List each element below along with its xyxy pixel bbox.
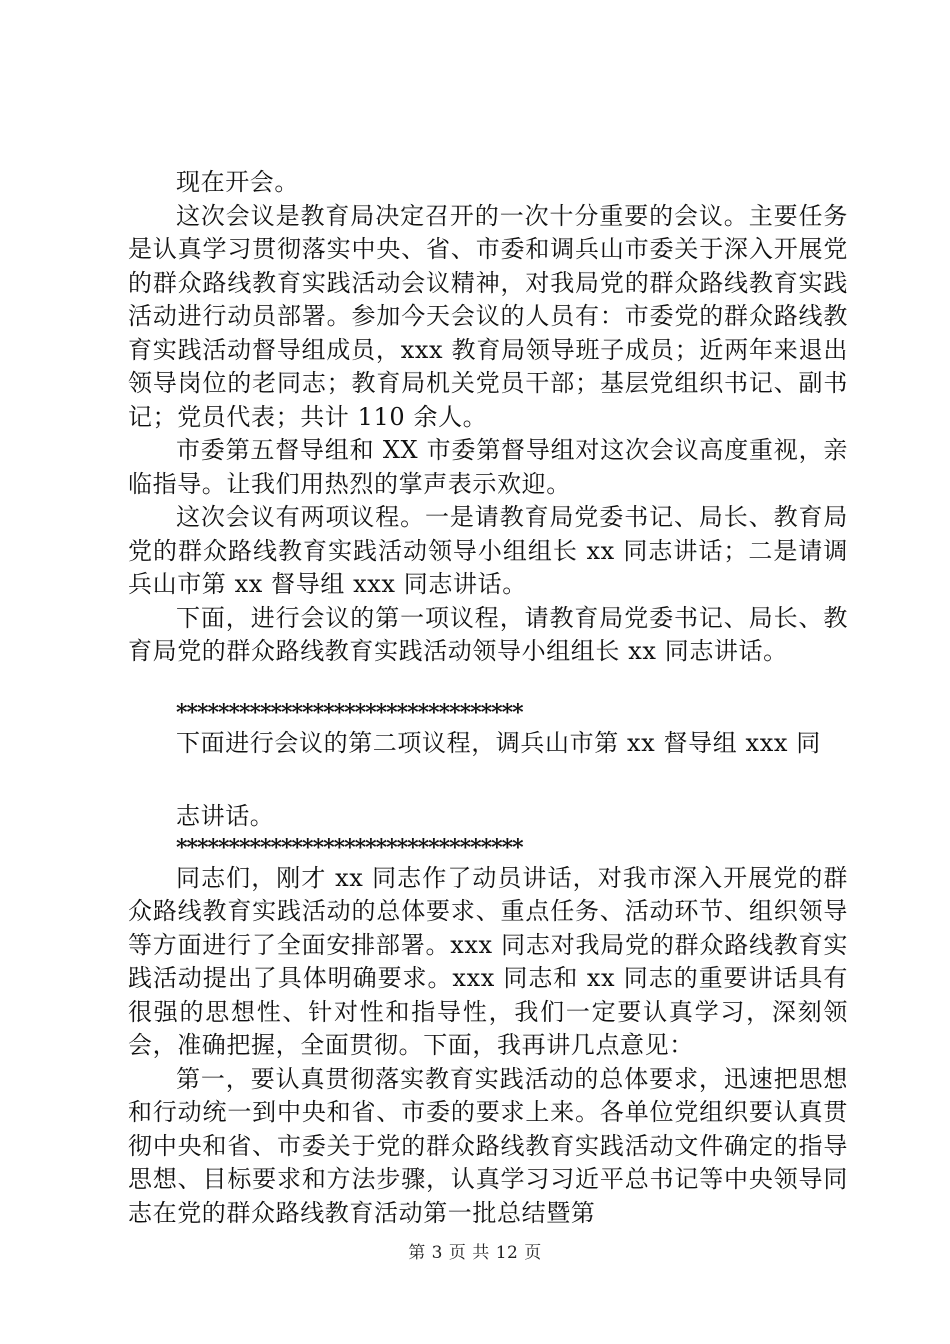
separator-stars: ********************************* [176,699,523,726]
paragraph-second-item-tail: 志讲话。 [176,802,275,830]
paragraph-first-item: 下面，进行会议的第一项议程，请教育局党委书记、局长、教育局党的群众路线教育实践活动领导小组组长 xx 同志讲话。 [128,603,848,665]
paragraph-agenda: 这次会议有两项议程。一是请教育局党委书记、局长、教育局党的群众路线教育实践活动领导小组组长 xx 同志讲话；二是请调兵山市第 xx 督导组 xxx 同志讲话。 [128,503,848,598]
page-number-footer: 第 3 页 共 12 页 [408,1243,542,1263]
paragraph-second-item: 下面进行会议的第二项议程，调兵山市第 xx 督导组 xxx 同 [176,728,821,757]
spacer [128,760,848,800]
paragraph-meeting-purpose: 这次会议是教育局决定召开的一次十分重要的会议。主要任务是认真学习贯彻落实中央、省、市委和调兵山市委关于深入开展党的群众路线教育实践活动会议精神，对我局党的群众路线教育实践活动进行动员部署。参加今天会议的人员有：市委党的群众路线教育实践活动督导组成员，xxx 教育局领导班子成员；近两年来退出领导岗位的老同志；教育局机关党员干部；基层党组织书记、副书记；党员代表；共计 110 余人。 [128,201,848,431]
spacer [128,669,848,699]
paragraph-closing-remarks: 同志们，刚才 xx 同志作了动员讲话，对我市深入开展党的群众路线教育实践活动的总体要求、重点任务、活动环节、组织领导等方面进行了全面安排部署。xxx 同志对我局党的群众路线教育实践活动提出了具体明确要求。xxx 同志和 xx 同志的重要讲话具有很强的思想性、针对性和指导性，我们一定要认真学习，深刻领会，准确把握，全面贯彻。下面，我再讲几点意见： [128,863,848,1059]
paragraph-point-one: 第一，要认真贯彻落实教育实践活动的总体要求，迅速把思想和行动统一到中央和省、市委的要求上来。各单位党组织要认真贯彻中央和省、市委关于党的群众路线教育实践活动文件确定的指导思想、目标要求和方法步骤，认真学习习近平总书记等中央领导同志在党的群众路线教育活动第一批总结暨第 [128,1064,848,1227]
document-body [128,166,848,1230]
paragraph-welcome: 市委第五督导组和 XX 市委第督导组对这次会议高度重视，亲临指导。让我们用热烈的掌声表示欢迎。 [128,436,848,498]
paragraph-opening: 现在开会。 [176,168,299,196]
separator-stars: ********************************* [176,834,523,861]
